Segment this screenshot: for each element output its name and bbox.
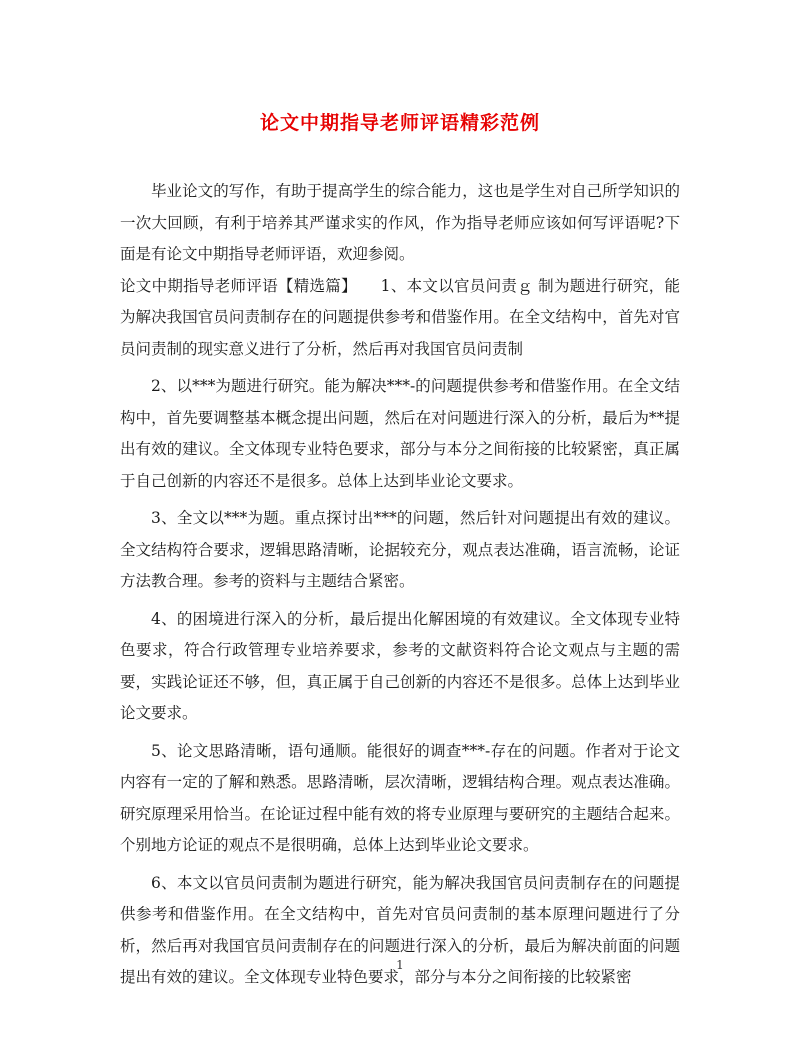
- paragraph-4: 4、的困境进行深入的分析，最后提出化解困境的有效建议。全文体现专业特色要求，符合行政管理专业培养要求，参考的文献资料符合论文观点与主题的需要，实践论证还不够，但，真正属于自己创新的内容还不是很多。总体上达到毕业论文要求。: [120, 609, 680, 722]
- paragraph-5: 5、论文思路清晰，语句通顺。能很好的调查***-存在的问题。作者对于论文内容有一定的了解和熟悉。思路清晰，层次清晰，逻辑结构合理。观点表达准确。研究原理采用恰当。在论证过程中能有效的将专业原理与要研究的主题结合起来。个别地方论证的观点不是很明确，总体上达到毕业论文要求。: [120, 741, 680, 854]
- paragraph-3: 3、全文以***为题。重点探讨出***的问题，然后针对问题提出有效的建议。全文结构符合要求，逻辑思路清晰，论据较充分，观点表达准确，语言流畅，论证方法教合理。参考的资料与主题结合紧密。: [120, 509, 680, 590]
- paragraph-2: 2、以***为题进行研究。能为解决***-的问题提供参考和借鉴作用。在全文结构中，首先要调整基本概念提出问题，然后在对问题进行深入的分析，最后为**提出有效的建议。全文体现专业特色要求，部分与本分之间衔接的比较紧密，真正属于自己创新的内容还不是很多。总体上达到毕业论文要求。: [120, 377, 680, 490]
- page-number: 1: [396, 958, 404, 972]
- document-title: 论文中期指导老师评语精彩范例: [259, 112, 540, 134]
- paragraph-selected-1: 论文中期指导老师评语【精选篇】 1、本文以官员问责ｇ 制为题进行研究，能为解决我国官员问责制存在的问题提供参考和借鉴作用。在全文结构中，首先对官员问责制的现实意义进行了分析，然后再对我国官员问责制: [120, 276, 680, 358]
- paragraph-6: 6、本文以官员问责制为题进行研究，能为解决我国官员问责制存在的问题提供参考和借鉴作用。在全文结构中，首先对官员问责制的基本原理问题进行了分析，然后再对我国官员问责制存在的问题进行深入的分析，最后为解决前面的问题提出有效的建议。全文体现专业特色要求，部分与本分之间衔接的比较紧密: [120, 873, 680, 986]
- paragraph-intro: 毕业论文的写作，有助于提高学生的综合能力，这也是学生对自己所学知识的一次大回顾，有利于培养其严谨求实的作风，作为指导老师应该如何写评语呢?下面是有论文中期指导老师评语，欢迎参阅。: [120, 182, 680, 263]
- document-body: [120, 176, 680, 994]
